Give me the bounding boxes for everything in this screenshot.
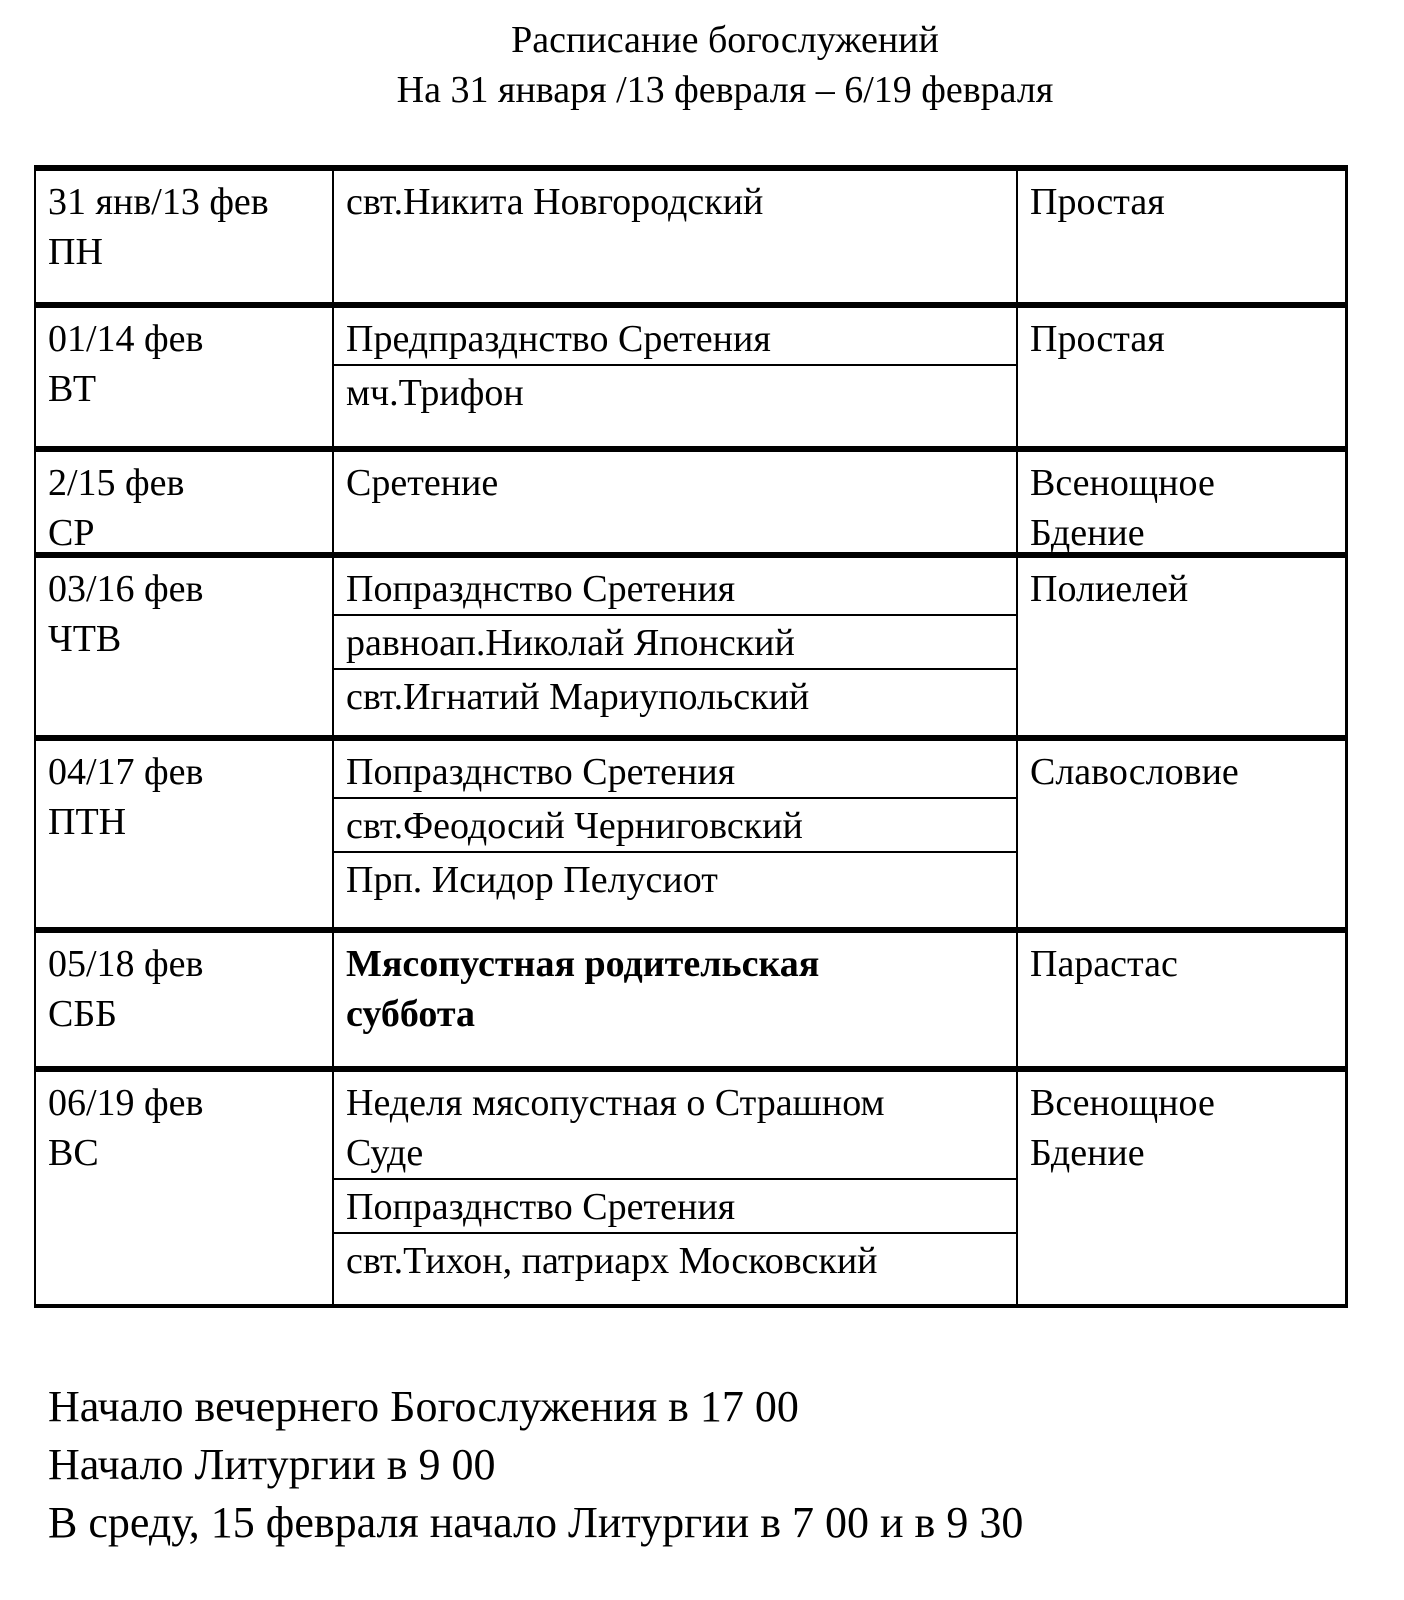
- weekday-text: ПТН: [48, 801, 127, 843]
- feast-entry: [334, 614, 1016, 668]
- date-cell: [36, 308, 334, 446]
- feast-text: мч.Трифон: [346, 372, 524, 414]
- feast-text: суббота: [346, 993, 475, 1035]
- page-title: Расписание богослужений: [511, 19, 939, 61]
- feast-entry: [334, 1178, 1016, 1232]
- weekday-text: ПН: [48, 231, 103, 273]
- schedule-row: [36, 552, 1345, 735]
- service-type-text: Славословие: [1030, 751, 1239, 793]
- feast-text: Сретение: [346, 462, 499, 504]
- page-subtitle: На 31 января /13 февраля – 6/19 февраля: [396, 69, 1054, 111]
- date-cell: [36, 1072, 334, 1304]
- feast-entry: [334, 933, 1016, 1039]
- feasts-cell: [334, 933, 1018, 1066]
- feast-text: Попразднство Сретения: [346, 751, 736, 793]
- service-type-text: Всенощное: [1030, 462, 1215, 504]
- feasts-cell: [334, 1072, 1018, 1304]
- date-cell: [36, 452, 334, 552]
- feast-entry: [334, 668, 1016, 722]
- feast-text: Суде: [346, 1132, 424, 1174]
- service-type-text: Бдение: [1030, 512, 1145, 554]
- feast-entry: [334, 1072, 1016, 1178]
- service-type-text: Простая: [1030, 181, 1165, 223]
- feast-entry: [334, 171, 1016, 227]
- feast-entry: [334, 797, 1016, 851]
- schedule-row: [36, 735, 1345, 927]
- weekday-text: СР: [48, 512, 95, 554]
- date-cell: [36, 171, 334, 302]
- service-type-text: Бдение: [1030, 1132, 1145, 1174]
- date-text: 05/18 фев: [48, 943, 204, 985]
- date-cell: [36, 933, 334, 1066]
- feast-text: равноап.Николай Японский: [346, 622, 795, 664]
- feast-text: Попразднство Сретения: [346, 568, 736, 610]
- schedule-row: [36, 446, 1345, 552]
- service-type-text: Парастас: [1030, 943, 1178, 985]
- feast-entry: [334, 558, 1016, 614]
- feast-entry: [334, 1232, 1016, 1286]
- feast-text: свт.Тихон, патриарх Московский: [346, 1240, 878, 1282]
- feast-text: свт.Феодосий Черниговский: [346, 805, 803, 847]
- service-type-text: Простая: [1030, 318, 1165, 360]
- feasts-cell: [334, 452, 1018, 552]
- schedule-row: [36, 302, 1345, 446]
- date-text: 01/14 фев: [48, 318, 204, 360]
- feast-text: Прп. Исидор Пелусиот: [346, 859, 718, 901]
- feast-entry: [334, 741, 1016, 797]
- weekday-text: ВС: [48, 1132, 99, 1174]
- schedule-row: [36, 165, 1345, 302]
- date-text: 06/19 фев: [48, 1082, 204, 1124]
- date-text: 31 янв/13 фев: [48, 181, 269, 223]
- service-type-text: Всенощное: [1030, 1082, 1215, 1124]
- schedule-row: [36, 1066, 1345, 1304]
- service-type-cell: [1018, 558, 1345, 735]
- feast-text: свт.Никита Новгородский: [346, 181, 764, 223]
- feasts-cell: [334, 741, 1018, 927]
- service-times-notes: [48, 1378, 1023, 1552]
- feasts-cell: [334, 171, 1018, 302]
- service-type-text: Полиелей: [1030, 568, 1189, 610]
- feasts-cell: [334, 558, 1018, 735]
- note-liturgy: Начало Литургии в 9 00: [48, 1440, 496, 1489]
- date-cell: [36, 558, 334, 735]
- feast-entry: [334, 308, 1016, 364]
- feast-entry: [334, 851, 1016, 905]
- service-type-cell: [1018, 308, 1345, 446]
- service-type-cell: [1018, 741, 1345, 927]
- feast-text: Неделя мясопустная о Страшном: [346, 1082, 885, 1124]
- date-text: 03/16 фев: [48, 568, 204, 610]
- service-type-cell: [1018, 452, 1345, 552]
- date-text: 04/17 фев: [48, 751, 204, 793]
- date-text: 2/15 фев: [48, 462, 185, 504]
- weekday-text: ВТ: [48, 368, 97, 410]
- schedule-table: [34, 165, 1348, 1308]
- feast-text: Предпразднство Сретения: [346, 318, 771, 360]
- feasts-cell: [334, 308, 1018, 446]
- service-type-cell: [1018, 171, 1345, 302]
- feast-text: свт.Игнатий Мариупольский: [346, 676, 810, 718]
- schedule-row: [36, 927, 1345, 1066]
- feast-entry: [334, 364, 1016, 418]
- feast-text: Мясопустная родительская: [346, 943, 820, 985]
- weekday-text: ЧТВ: [48, 618, 122, 660]
- date-cell: [36, 741, 334, 927]
- note-wednesday-liturgy: В среду, 15 февраля начало Литургии в 7 00 и в 9 30: [48, 1498, 1024, 1547]
- service-type-cell: [1018, 1072, 1345, 1304]
- note-evening-service: Начало вечернего Богослужения в 17 00: [48, 1382, 799, 1431]
- feast-entry: [334, 452, 1016, 508]
- service-type-cell: [1018, 933, 1345, 1066]
- weekday-text: СББ: [48, 993, 117, 1035]
- feast-text: Попразднство Сретения: [346, 1186, 736, 1228]
